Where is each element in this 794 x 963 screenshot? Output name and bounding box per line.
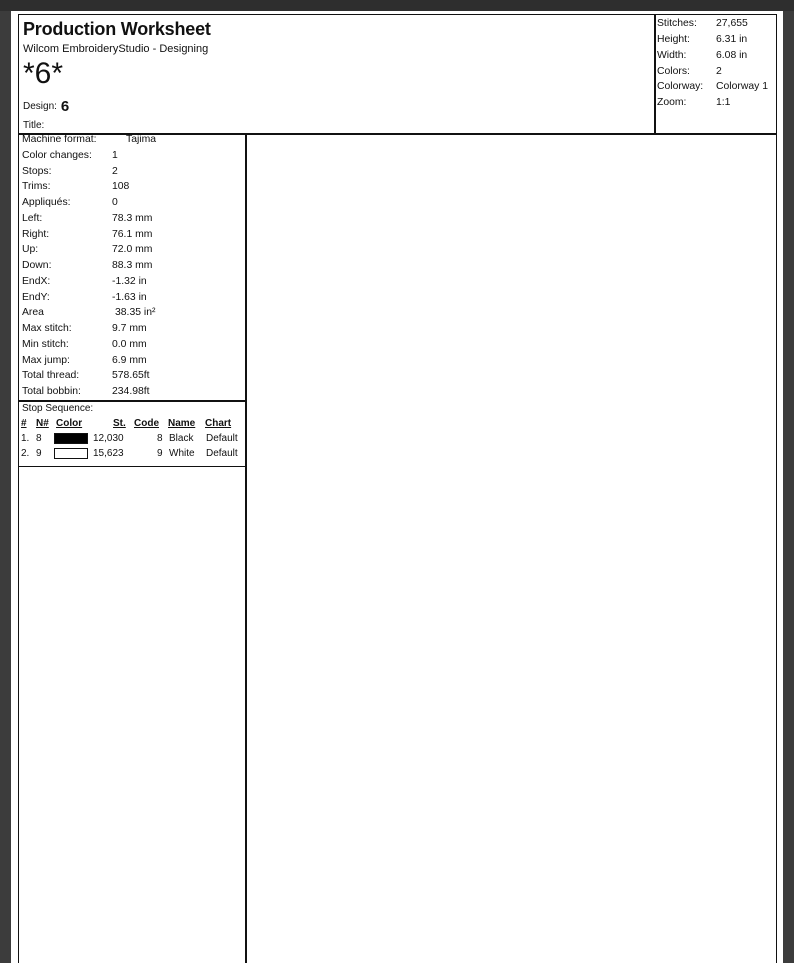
stat-label: Up: xyxy=(22,244,39,255)
stat-value: 1 xyxy=(112,150,118,161)
row-needle: 9 xyxy=(36,448,42,459)
stat-row xyxy=(22,132,157,148)
stat-label: Down: xyxy=(22,260,52,271)
summary-row xyxy=(657,16,748,32)
stat-label: Appliqués: xyxy=(22,197,71,208)
summary-value: 6.31 in xyxy=(716,34,748,45)
summary-box xyxy=(654,14,777,135)
stat-value: 6.9 mm xyxy=(112,355,147,366)
summary-value: 1:1 xyxy=(716,97,731,108)
color-swatch xyxy=(54,433,88,444)
stat-label: Max jump: xyxy=(22,355,70,366)
summary-value: Colorway 1 xyxy=(716,81,768,92)
design-value: 6 xyxy=(60,98,70,115)
row-needle: 8 xyxy=(36,433,42,444)
stat-label: Max stitch: xyxy=(22,323,72,334)
header-box xyxy=(18,14,656,135)
stat-value: -1.63 in xyxy=(112,292,147,303)
col-header-color: Color xyxy=(56,418,83,429)
summary-row xyxy=(657,32,748,48)
stat-label: Trims: xyxy=(22,181,51,192)
col-header-chart: Chart xyxy=(205,418,232,429)
stat-row xyxy=(22,384,150,400)
stat-row xyxy=(22,227,153,243)
summary-row xyxy=(657,64,722,80)
design-code: *6* xyxy=(23,57,64,90)
stat-label: Total thread: xyxy=(22,370,80,381)
row-index: 2. xyxy=(21,448,30,459)
stat-label: Area xyxy=(22,307,44,318)
design-preview-area xyxy=(245,133,777,963)
stat-value: -1.32 in xyxy=(112,276,147,287)
stat-row xyxy=(22,179,130,195)
stat-label: Total bobbin: xyxy=(22,386,81,397)
viewer-top-bar xyxy=(0,0,794,11)
row-code: 9 xyxy=(157,448,163,459)
col-header-code: Code xyxy=(134,418,159,429)
row-color-name: Black xyxy=(169,433,194,444)
summary-label: Stitches: xyxy=(657,18,697,29)
stat-row xyxy=(22,164,118,180)
stat-label: Color changes: xyxy=(22,150,92,161)
stat-row xyxy=(22,211,153,227)
stat-value: 0.0 mm xyxy=(112,339,147,350)
stat-row xyxy=(22,368,150,384)
col-header-stitches: St. xyxy=(113,418,126,429)
stop-sequence-title: Stop Sequence: xyxy=(22,403,94,414)
stat-row xyxy=(22,258,153,274)
summary-value: 27,655 xyxy=(716,18,748,29)
worksheet-page xyxy=(11,11,783,963)
row-code: 8 xyxy=(157,433,163,444)
stat-label: Right: xyxy=(22,229,50,240)
stat-label: Left: xyxy=(22,213,43,224)
col-header-name: Name xyxy=(168,418,196,429)
stat-label: Min stitch: xyxy=(22,339,69,350)
stat-value: 9.7 mm xyxy=(112,323,147,334)
stat-row xyxy=(22,148,118,164)
stat-value: 38.35 in² xyxy=(115,307,156,318)
stat-value: 78.3 mm xyxy=(112,213,153,224)
row-chart: Default xyxy=(206,433,238,444)
summary-label: Width: xyxy=(657,50,687,61)
row-index: 1. xyxy=(21,433,30,444)
summary-value: 2 xyxy=(716,66,722,77)
color-swatch xyxy=(54,448,88,459)
stat-row xyxy=(22,321,147,337)
stat-row xyxy=(22,337,147,353)
design-label: Design: xyxy=(23,101,57,112)
summary-label: Colorway: xyxy=(657,81,704,92)
stat-value: 2 xyxy=(112,166,118,177)
stat-label: Stops: xyxy=(22,166,52,177)
stat-label: EndY: xyxy=(22,292,50,303)
summary-row xyxy=(657,48,748,64)
row-color-name: White xyxy=(169,448,195,459)
title-label: Title: xyxy=(23,120,45,131)
summary-row xyxy=(657,95,731,111)
summary-row xyxy=(657,79,768,95)
row-stitches: 15,623 xyxy=(93,448,124,459)
stat-value: Tajima xyxy=(126,134,157,145)
stat-row xyxy=(22,290,147,306)
col-header-index: # xyxy=(21,418,27,429)
summary-value: 6.08 in xyxy=(716,50,748,61)
stat-row xyxy=(22,353,147,369)
stat-value: 88.3 mm xyxy=(112,260,153,271)
stat-row xyxy=(22,242,153,258)
stat-row xyxy=(22,195,118,211)
stat-value: 0 xyxy=(112,197,118,208)
stat-value: 578.65ft xyxy=(112,370,150,381)
page-title: Production Worksheet xyxy=(23,19,211,39)
stat-value: 76.1 mm xyxy=(112,229,153,240)
stat-label: EndX: xyxy=(22,276,51,287)
stat-label: Machine format: xyxy=(22,134,97,145)
stats-box xyxy=(18,133,247,402)
col-header-needle: N# xyxy=(36,418,49,429)
summary-label: Zoom: xyxy=(657,97,687,108)
row-chart: Default xyxy=(206,448,238,459)
row-stitches: 12,030 xyxy=(93,433,124,444)
stat-value: 72.0 mm xyxy=(112,244,153,255)
design-row xyxy=(23,98,69,115)
summary-label: Colors: xyxy=(657,66,690,77)
software-subtitle: Wilcom EmbroideryStudio - Designing xyxy=(23,43,209,55)
stat-value: 108 xyxy=(112,181,130,192)
stat-row xyxy=(22,305,156,321)
stop-sequence-box xyxy=(18,400,247,467)
stat-row xyxy=(22,274,147,290)
summary-label: Height: xyxy=(657,34,690,45)
stat-value: 234.98ft xyxy=(112,386,150,397)
